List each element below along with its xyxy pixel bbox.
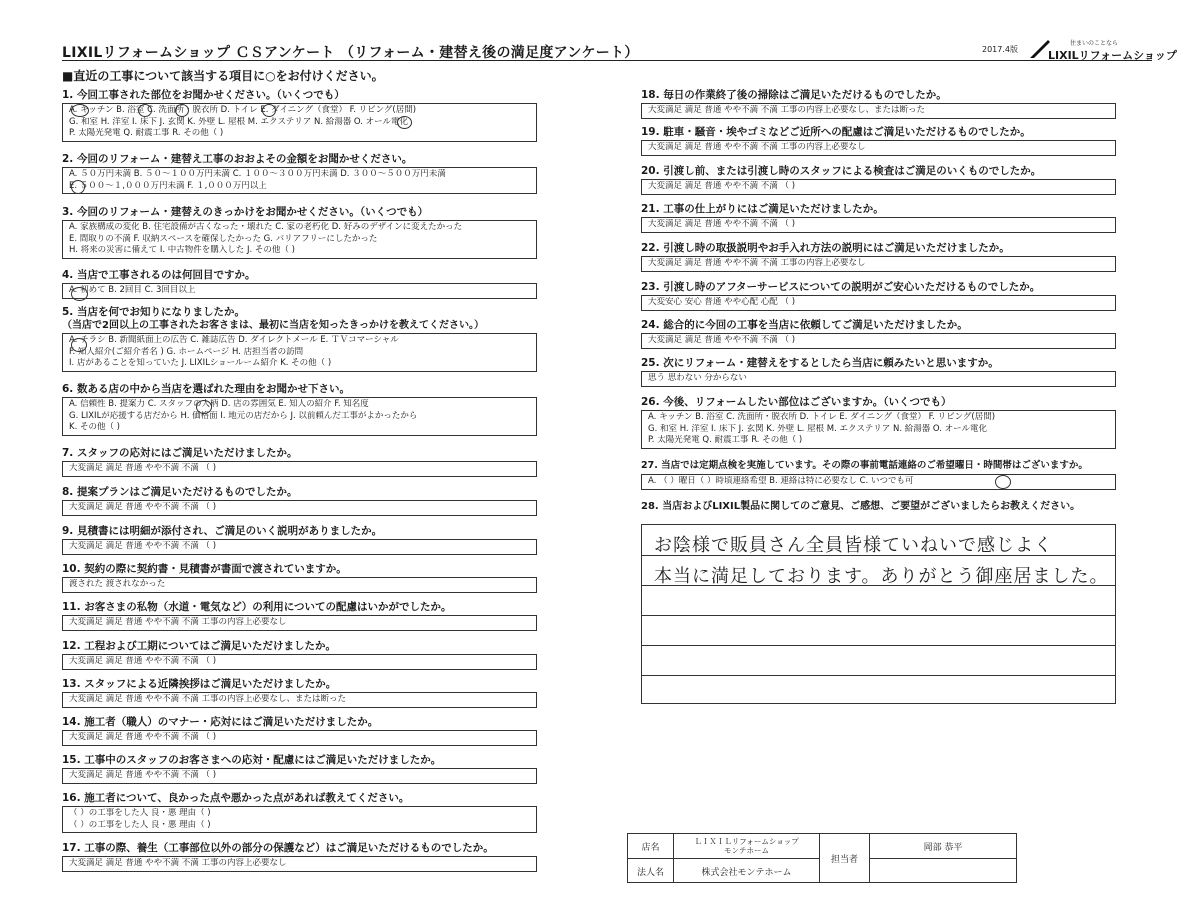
staff-name-blank [870,859,1016,883]
company-label: 法人名 [628,859,674,883]
option-line[interactable]: 大変満足 満足 普通 やや不満 不満 工事の内容上必要なし、または断った [69,694,347,704]
option-line[interactable]: 大変満足 満足 普通 やや不満 不満 工事の内容上必要なし [648,142,866,152]
brand-tagline: 住まいのことなら [1070,40,1119,47]
question-3 [62,205,537,259]
answer-box [641,103,1116,119]
question-title: 10. 契約の際に契約書・見積書が書面で渡されていますか。 [62,563,347,575]
question-22 [641,241,1116,272]
option-line[interactable]: 大変満足 満足 普通 やや不満 不満 （ ) [69,656,217,666]
question-title: 1. 今回工事された部位をお聞かせください。（いくつでも） [62,89,345,101]
answer-box [62,220,537,259]
question-4 [62,268,537,299]
answer-box [62,692,537,708]
question-6 [62,382,537,436]
question-title: 12. 工程および工期についてはご満足いただけましたか。 [62,640,337,652]
option-line[interactable]: （ ）の工事をした人 良・悪 理由（ ) [69,808,211,818]
form-version: 2017.4版 [982,45,1018,54]
option-line[interactable]: 大変満足 満足 普通 やや不満 不満 （ ) [648,181,796,191]
answer-circle-mark [71,104,89,117]
question-11 [62,600,537,631]
question-13 [62,677,537,708]
question-title: 4. 当店で工事されるのは何回目ですか。 [62,269,256,281]
brand-logo [1028,38,1177,62]
answer-circle-mark [995,475,1011,489]
question-title: 25. 次にリフォーム・建替えをするとしたら当店に頼みたいと思いますか。 [641,357,999,369]
question-title: 2. 今回のリフォーム・建替え工事のおおよその金額をお聞かせください。 [62,153,413,165]
question-title: 19. 駐車・騒音・埃やゴミなどご近所への配慮はご満足いただけるものでしたか。 [641,126,1031,138]
question-subtitle: （当店で2回以上の工事されたお客さまは、最初に当店を知ったきっかけを教えてください。） [62,320,484,331]
store-name-line: モンテホーム [724,846,769,855]
option-line[interactable]: A. （ ）曜日（ ）時頃連絡希望 B. 連絡は特に必要なし C. いつでも可 [648,476,914,486]
question-25 [641,356,1116,387]
option-line[interactable]: 大変満足 満足 普通 やや不満 不満 工事の内容上必要なし [648,258,866,268]
answer-circle-mark [397,116,412,129]
answer-box [62,283,537,299]
question-title: 21. 工事の仕上がりにはご満足いただけましたか。 [641,203,884,215]
answer-box [62,768,537,784]
question-title: 16. 施工者について、良かった点や悪かった点があれば教えてください。 [62,792,410,804]
answer-circle-mark [196,400,212,414]
question-title: 28. 当店およびLIXIL製品に関してのご意見、ご感想、ご要望がございましたらお教えください。 [641,501,1081,512]
option-line[interactable]: I. 店があることを知っていた J. LIXILショールーム紹介 K. その他（ ) [69,358,332,368]
option-line[interactable]: 大変満足 満足 普通 やや不満 不満 （ ) [69,732,217,742]
company-name: 株式会社モンテホーム [674,859,820,883]
answer-box [62,397,537,436]
answer-box [62,730,537,746]
question-title: 7. スタッフの応対にはご満足いただけましたか。 [62,447,298,459]
question-12 [62,639,537,670]
header-divider [62,60,1152,61]
answer-box [62,856,537,872]
question-title: 26. 今後、リフォームしたい部位はございますか。（いくつでも） [641,396,952,408]
answer-circle-mark [71,338,87,352]
question-7 [62,446,537,477]
option-line[interactable]: E. 間取りの不満 F. 収納スペースを確保したかった G. バリアフリーにしたかった [69,233,378,244]
option-line[interactable]: A. ５０万円未満 B. ５０～１００万円未満 C. １００～３００万円未満 D. ３００～５００万円未満 [69,169,446,179]
option-line[interactable]: G. 和室 H. 洋室 I. 床下 J. 玄関 K. 外壁 L. 屋根 M. エクステリア N. 給湯器 O. オール電化 [69,116,409,127]
answer-box [641,140,1116,156]
option-line[interactable]: A. 初めて B. 2回目 C. 3回目以上 [69,285,196,295]
question-title: 3. 今回のリフォーム・建替えのきっかけをお聞かせください。（いくつでも） [62,206,429,218]
comment-rule [642,645,1115,646]
answer-box [62,461,537,477]
comment-rule [642,675,1115,676]
question-5 [62,305,537,372]
answer-box [62,167,537,194]
question-title: 27. 当店では定期点検を実施しています。その際の事前電話連絡のご希望曜日・時間帯はございますか。 [641,460,1088,471]
question-8 [62,485,537,516]
answer-box [62,333,537,372]
option-line[interactable]: 大変満足 満足 普通 やや不満 不満 （ ) [69,463,217,473]
option-line[interactable]: 思う 思わない 分からない [648,373,747,383]
answer-box [62,539,537,555]
question-10 [62,562,537,593]
store-name-line: ＬＩＸＩＬリフォームショップ [694,837,799,846]
answer-box [62,615,537,631]
store-name [674,834,820,859]
comment-rule [642,615,1115,616]
option-line[interactable]: A. 信頼性 B. 提案力 C. スタッフの人柄 D. 店の雰囲気 E. 知人の紹介 F. 知名度 [69,399,369,409]
question-23 [641,280,1116,311]
option-line[interactable]: 渡された 渡されなかった [69,579,166,589]
question-16 [62,791,537,833]
question-19 [641,125,1116,156]
answer-box [62,577,537,593]
option-line[interactable]: K. その他（ ) [69,422,120,432]
question-title: 20. 引渡し前、または引渡し時のスタッフによる検査はご満足のいくものでしたか。 [641,165,1042,177]
answer-box [641,256,1116,272]
question-1 [62,88,537,142]
option-line[interactable]: 大変満足 満足 普通 やや不満 不満 工事の内容上必要なし、または断った [648,105,926,115]
comment-box[interactable] [641,524,1116,704]
option-line[interactable]: 大変満足 満足 普通 やや不満 不満 （ ) [69,770,217,780]
answer-box [641,333,1116,349]
answer-box [62,103,537,142]
answer-circle-mark [71,180,85,194]
instructions: ■直近の工事について該当する項目に○をお付けください。 [62,69,384,83]
question-20 [641,164,1116,195]
question-title: 5. 当店を何でお知りになりましたか。 [62,306,245,318]
option-line[interactable]: 大変満足 満足 普通 やや不満 不満 （ ) [69,502,217,512]
question-15 [62,753,537,784]
answer-circle-mark [71,287,88,301]
question-14 [62,715,537,746]
question-title: 15. 工事中のスタッフのお客さまへの応対・配慮にはご満足いただけましたか。 [62,754,442,766]
answer-circle-mark [262,104,276,117]
answer-box [641,217,1116,233]
staff-label: 担当者 [820,834,870,883]
question-28 [641,500,1116,514]
question-title: 11. お客さまの私物（水道・電気など）の利用についての配慮はいかがでしたか。 [62,601,452,613]
option-line[interactable]: 大変安心 安心 普通 やや心配 心配 （ ) [648,297,796,307]
option-line[interactable]: 大変満足 満足 普通 やや不満 不満 （ ) [648,219,796,229]
answer-box [62,500,537,516]
answer-box [641,179,1116,195]
question-title: 14. 施工者（職人）のマナー・応対にはご満足いただけましたか。 [62,716,379,728]
question-17 [62,841,537,872]
question-26 [641,395,1116,449]
question-title: 13. スタッフによる近隣挨拶はご満足いただけましたか。 [62,678,337,690]
question-title: 8. 提案プランはご満足いただけるものでしたか。 [62,486,298,498]
question-title: 17. 工事の際、養生（工事部位以外の部分の保護など）はご満足いただけるものでしたか。 [62,842,494,854]
answer-box [62,654,537,670]
question-24 [641,318,1116,349]
option-line[interactable]: 大変満足 満足 普通 やや不満 不満 工事の内容上必要なし [69,858,287,868]
option-line[interactable]: H. 将来の災害に備えて I. 中古物件を購入した J. その他（ ) [69,245,295,255]
option-line[interactable]: E. ５００～１,０００万円未満 F. １,０００万円以上 [69,180,267,191]
option-line[interactable]: P. 太陽光発電 Q. 耐震工事 R. その他（ ) [69,128,224,138]
question-9 [62,524,537,555]
question-title: 22. 引渡し時の取扱説明やお手入れ方法の説明にはご満足いただけましたか。 [641,242,1010,254]
question-title: 18. 毎日の作業終了後の掃除はご満足いただけるものでしたか。 [641,89,947,101]
option-line[interactable]: F. 知人紹介(ご紹介者名 ) G. ホームページ H. 店担当者の訪問 [69,346,304,357]
question-27 [641,459,1116,490]
option-line[interactable]: A. キッチン B. 浴室 C. 洗面所・脱衣所 D. トイレ E. ダイニング（食堂） F. リビング(居間) [69,105,417,115]
question-title: 24. 総合的に今回の工事を当店に依頼してご満足いただけましたか。 [641,319,968,331]
option-line[interactable]: A. チラシ B. 新聞紙面上の広告 C. 雑誌広告 D. ダイレクトメール E. ＴＶコマーシャル [69,335,399,345]
question-2 [62,152,537,194]
staff-name: 岡部 恭平 [870,834,1016,859]
option-line[interactable]: 大変満足 満足 普通 やや不満 不満 （ ) [648,335,796,345]
answer-box [641,474,1116,490]
form-title: LIXILリフォームショップ ＣＳアンケート （リフォーム・建替え後の満足度アンケート） [62,45,639,61]
answer-box [641,371,1116,387]
option-line[interactable]: （ ）の工事をした人 良・悪 理由（ ) [69,819,211,830]
store-label: 店名 [628,834,674,859]
question-18 [641,88,1116,119]
option-line[interactable]: A. 家族構成の変化 B. 住宅設備が古くなった・壊れた C. 家の老朽化 D. 好みのデザインに変えたかった [69,222,463,232]
question-title: 9. 見積書には明細が添付され、ご満足のいく説明がありましたか。 [62,525,383,537]
option-line[interactable]: 大変満足 満足 普通 やや不満 不満 工事の内容上必要なし [69,617,287,627]
handwritten-comment-line: お陰様で販員さん全員皆様ていねいで感じよく [654,535,1053,556]
answer-box [641,295,1116,311]
question-title: 23. 引渡し時のアフターサービスについての説明がご安心いただけるものでしたか。 [641,281,1041,293]
answer-box [62,806,537,833]
store-info-table [627,833,1017,883]
brand-name: LIXILリフォームショップ [1048,49,1177,62]
answer-circle-mark [175,104,189,117]
handwritten-comment-line: 本当に満足しております。ありがとう御座居ました。 [654,566,1109,587]
question-title: 6. 数ある店の中から当店を選ばれた理由をお聞かせ下さい。 [62,383,350,395]
option-line[interactable]: P. 太陽光発電 Q. 耐震工事 R. その他（ ) [648,435,803,445]
option-line[interactable]: A. キッチン B. 浴室 C. 洗面所・脱衣所 D. トイレ E. ダイニング（食堂） F. リビング(居間) [648,412,996,422]
question-21 [641,202,1116,233]
option-line[interactable]: G. 和室 H. 洋室 I. 床下 J. 玄関 K. 外壁 L. 屋根 M. エクステリア N. 給湯器 O. オール電化 [648,423,988,434]
answer-circle-mark [138,104,152,117]
option-line[interactable]: G. LIXILが応援する店だから H. 価格面 I. 地元の店だから J. 以前頼んだ工事がよかったから [69,410,418,421]
option-line[interactable]: 大変満足 満足 普通 やや不満 不満 （ ) [69,541,217,551]
answer-box [641,410,1116,449]
